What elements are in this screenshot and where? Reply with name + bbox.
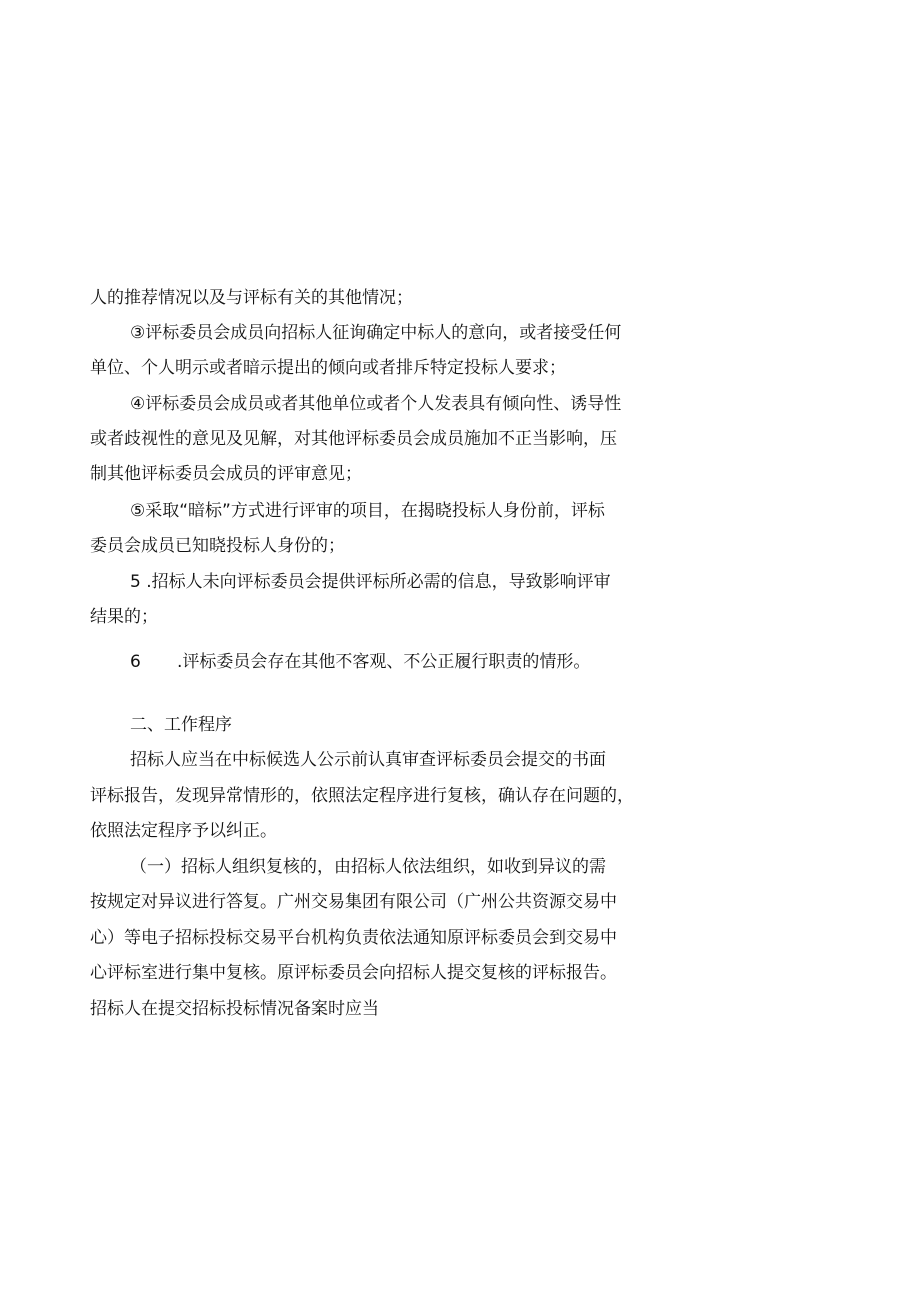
text-line: ③评标委员会成员向招标人征询确定中标人的意向，或者接受任何 xyxy=(130,323,622,343)
text-line: 评标报告，发现异常情形的，依照法定程序进行复核，确认存在问题的， xyxy=(90,786,634,806)
text-line: 心）等电子招标投标交易平台机构负责依法通知原评标委员会到交易中 xyxy=(90,928,617,948)
text-line: 依照法定程序予以纠正。 xyxy=(90,821,277,841)
section-heading: 二、工作程序 xyxy=(130,715,232,735)
text-line: 人的推荐情况以及与评标有关的其他情况； xyxy=(90,288,413,308)
text-line: ④评标委员会成员或者其他单位或者个人发表具有倾向性、诱导性 xyxy=(130,394,622,414)
text-line: 按规定对异议进行答复。广州交易集团有限公司（广州公共资源交易中 xyxy=(90,892,617,912)
text-line: 委员会成员已知晓投标人身份的； xyxy=(90,536,345,556)
list-number: 6 xyxy=(130,652,141,672)
text-line: 招标人应当在中标候选人公示前认真审查评标委员会提交的书面 xyxy=(130,750,606,770)
text-line: 5 .招标人未向评标委员会提供评标所必需的信息，导致影响评审 xyxy=(130,572,611,592)
text-line: 单位、个人明示或者暗示提出的倾向或者排斥特定投标人要求； xyxy=(90,358,566,378)
text-line: 心评标室进行集中复核。原评标委员会向招标人提交复核的评标报告。 xyxy=(90,963,617,983)
text-line: 招标人在提交招标投标情况备案时应当 xyxy=(90,999,379,1019)
text-line: 或者歧视性的意见及见解，对其他评标委员会成员施加不正当影响，压 xyxy=(90,429,617,449)
text-line: （一）招标人组织复核的，由招标人依法组织，如收到异议的需 xyxy=(130,857,606,877)
text-line: 制其他评标委员会成员的评审意见； xyxy=(90,464,362,484)
text-line: 结果的； xyxy=(90,607,158,627)
text-line: ⑤采取“暗标”方式进行评审的项目，在揭晓投标人身份前，评标 xyxy=(130,501,605,521)
text-line: .评标委员会存在其他不客观、不公正履行职责的情形。 xyxy=(177,652,591,672)
